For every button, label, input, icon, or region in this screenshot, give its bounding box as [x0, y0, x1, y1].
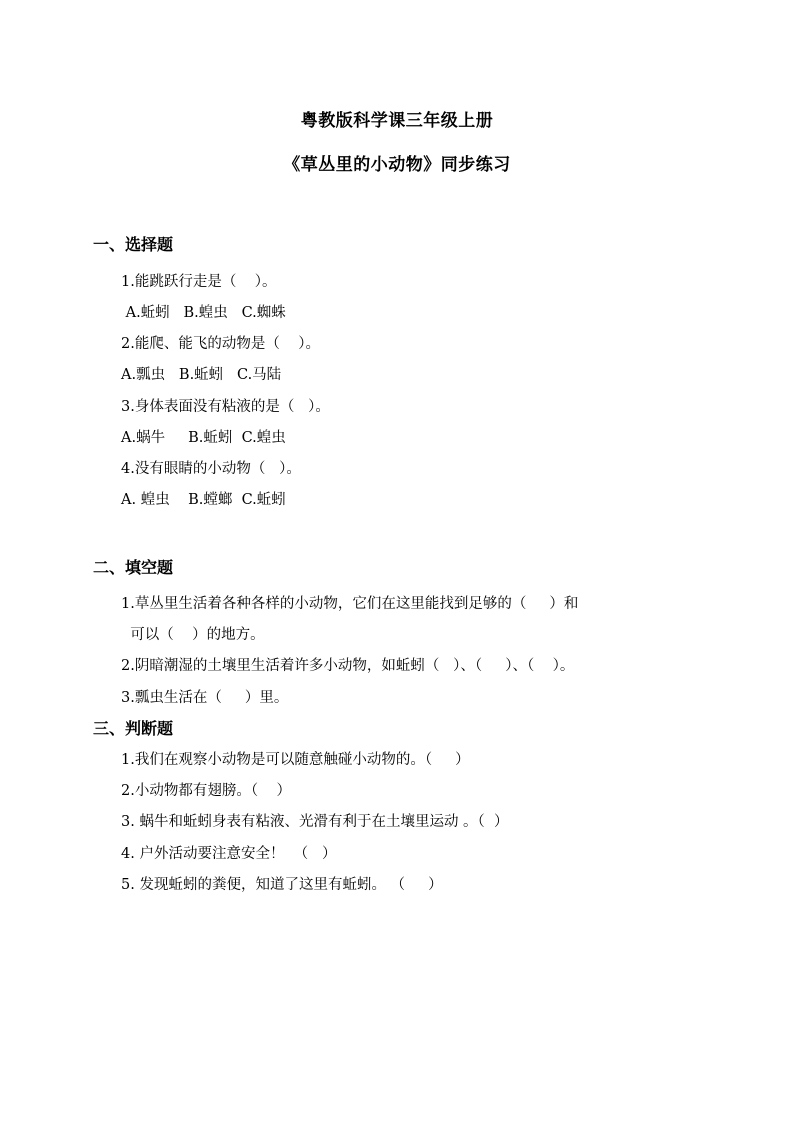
question-4-options: A. 蝗虫 B.螳螂 C.蚯蚓: [121, 492, 286, 508]
question-1: 1.能跳跃行走是（ ）。: [121, 274, 277, 290]
fill-question-1-continued: 可以（ ）的地方。: [121, 627, 265, 643]
fill-question-3: 3.瓢虫生活在（ ）里。: [121, 690, 289, 706]
section-heading-true-false: 三、判断题: [93, 719, 174, 738]
section-heading-choice: 一、选择题: [93, 235, 174, 254]
judge-question-5: 5. 发现蚯蚓的粪便，知道了这里有蚯蚓。 （ ）: [121, 877, 443, 893]
judge-question-3: 3. 蜗牛和蚯蚓身表有粘液、光滑有利于在土壤里运动 。（ ）: [121, 814, 509, 830]
question-1-options: A.蚯蚓 B.蝗虫 C.蜘蛛: [121, 305, 286, 321]
fill-question-1: 1.草丛里生活着各种各样的小动物，它们在这里能找到足够的（ ）和: [121, 596, 579, 612]
judge-question-4: 4. 户外活动要注意安全！ （ ）: [121, 846, 337, 862]
section-heading-fill-blank: 二、填空题: [93, 558, 174, 577]
judge-question-1: 1.我们在观察小动物是可以随意触碰小动物的。（ ）: [121, 752, 470, 768]
fill-question-2: 2.阴暗潮湿的土壤里生活着许多小动物，如蚯蚓（ ）、（ ）、（ ）。: [121, 658, 575, 674]
question-4: 4.没有眼睛的小动物（ ）。: [121, 461, 301, 477]
question-2-options: A.瓢虫 B.蚯蚓 C.马陆: [121, 367, 282, 383]
judge-question-2: 2.小动物都有翅膀。（ ）: [121, 783, 292, 799]
question-3-options: A.蜗牛 B.蚯蚓 C.蝗虫: [121, 430, 286, 446]
page-title: 粤教版科学课三年级上册: [300, 111, 494, 131]
question-3: 3.身体表面没有粘液的是（ ）。: [121, 399, 330, 415]
page-subtitle: 《草丛里的小动物》同步练习: [283, 155, 511, 175]
question-2: 2.能爬、能飞的动物是（ ）。: [121, 336, 321, 352]
